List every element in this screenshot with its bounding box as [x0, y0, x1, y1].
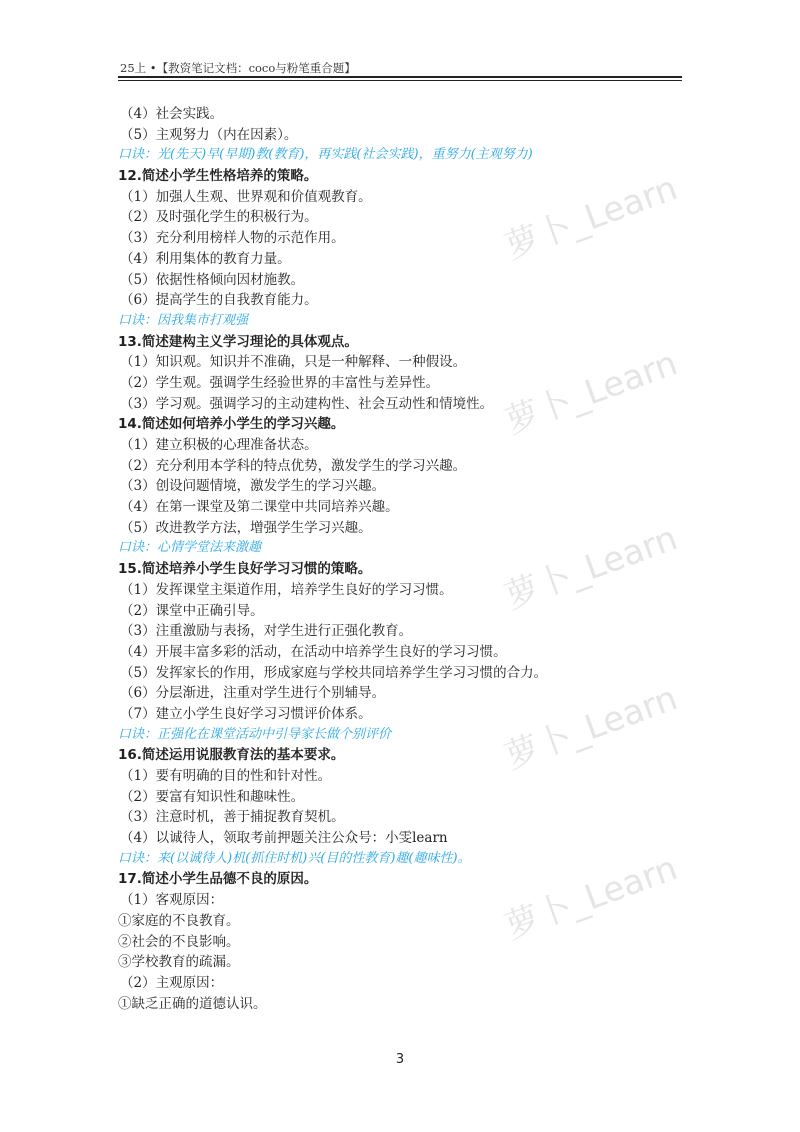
list-item: （2）课堂中正确引导。 — [120, 602, 264, 619]
mnemonic-note: 口诀：光(先天)早(早期)教(教育)，再实践(社会实践)，重努力(主观努力) — [118, 147, 533, 163]
list-item: （1）建立积极的心理准备状态。 — [120, 437, 318, 453]
watermark: 萝卜_Learn — [499, 678, 683, 778]
mnemonic-note: 口诀：正强化在课堂活动中引导家长做个别评价 — [118, 726, 392, 742]
sub-heading: （2）主观原因： — [120, 974, 224, 991]
list-item: （2）要富有知识性和趣味性。 — [120, 788, 305, 805]
header-rule-thin — [118, 80, 682, 81]
section-heading: 12.简述小学生性格培养的策略。 — [118, 168, 318, 185]
list-item: （3）学习观。强调学习的主动建构性、社会互动性和情境性。 — [120, 395, 494, 412]
list-item: （1）要有明确的目的性和针对性。 — [120, 768, 332, 784]
list-item: （3）创设问题情境，激发学生的学习兴趣。 — [120, 478, 386, 495]
list-item: （4）利用集体的教育力量。 — [120, 250, 291, 267]
watermark: 萝卜_Learn — [499, 848, 683, 948]
watermark: 萝卜_Learn — [499, 343, 683, 443]
numbered-point: ③学校教育的疏漏。 — [118, 954, 240, 971]
numbered-point: ②社会的不良影响。 — [118, 933, 240, 950]
list-item: （6）提高学生的自我教育能力。 — [120, 292, 318, 309]
list-item: （1）加强人生观、世界观和价值观教育。 — [120, 188, 372, 205]
header-rule-thick — [118, 76, 682, 78]
document-header: 25上 •【教资笔记文档：coco与粉笔重合题】 — [120, 61, 356, 75]
list-item: （4）开展丰富多彩的活动，在活动中培养学生良好的学习习惯。 — [120, 643, 507, 660]
mnemonic-note: 口诀：来(以诚待人)机(抓住时机)兴(目的性教育)趣(趣味性)。 — [118, 850, 471, 866]
sub-heading: （1）客观原因： — [120, 892, 224, 909]
numbered-point: ①缺乏正确的道德认识。 — [118, 995, 267, 1012]
list-item: （4）社会实践。 — [120, 106, 224, 122]
list-item: （5）发挥家长的作用，形成家庭与学校共同培养学生学习习惯的合力。 — [120, 664, 548, 681]
page-number: 3 — [395, 1052, 405, 1067]
list-item: （2）及时强化学生的积极行为。 — [120, 209, 318, 226]
list-item: （3）注意时机，善于捕捉教育契机。 — [120, 809, 345, 826]
document-body — [118, 104, 698, 1014]
list-item: （1）知识观。知识并不准确，只是一种解释、一种假设。 — [120, 354, 467, 371]
section-heading: 15.简述培养小学生良好学习习惯的策略。 — [118, 561, 372, 578]
mnemonic-note: 口诀：心情学堂法来激趣 — [118, 540, 262, 556]
mnemonic-note: 口诀：因我集市打观强 — [118, 312, 249, 328]
list-item: （2）学生观。强调学生经验世界的丰富性与差异性。 — [120, 374, 440, 391]
list-item: （1）发挥课堂主渠道作用，培养学生良好的学习习惯。 — [120, 581, 453, 598]
section-heading: 13.简述建构主义学习理论的具体观点。 — [118, 333, 358, 350]
numbered-point: ①家庭的不良教育。 — [118, 912, 240, 929]
list-item: （3）充分利用榜样人物的示范作用。 — [120, 230, 345, 247]
list-item: （5）改进教学方法，增强学生学习兴趣。 — [120, 519, 372, 536]
list-item: （4）在第一课堂及第二课堂中共同培养兴趣。 — [120, 499, 399, 516]
list-item: （3）注重激励与表扬，对学生进行正强化教育。 — [120, 623, 413, 640]
list-item: （2）充分利用本学科的特点优势，激发学生的学习兴趣。 — [120, 457, 467, 474]
section-heading: 14.简述如何培养小学生的学习兴趣。 — [118, 416, 345, 433]
section-heading: 17.简述小学生品德不良的原因。 — [118, 871, 318, 888]
list-item: （5）依据性格倾向因材施教。 — [120, 271, 305, 288]
list-item: （4）以诚待人，领取考前押题关注公众号：小雯learn — [120, 830, 448, 847]
section-heading: 16.简述运用说服教育法的基本要求。 — [118, 747, 345, 764]
watermark: 萝卜_Learn — [499, 518, 683, 618]
list-item: （5）主观努力（内在因素）。 — [120, 126, 298, 143]
watermark: 萝卜_Learn — [499, 168, 683, 268]
list-item: （6）分层渐进，注重对学生进行个别辅导。 — [120, 685, 386, 702]
list-item: （7）建立小学生良好学习习惯评价体系。 — [120, 705, 372, 722]
